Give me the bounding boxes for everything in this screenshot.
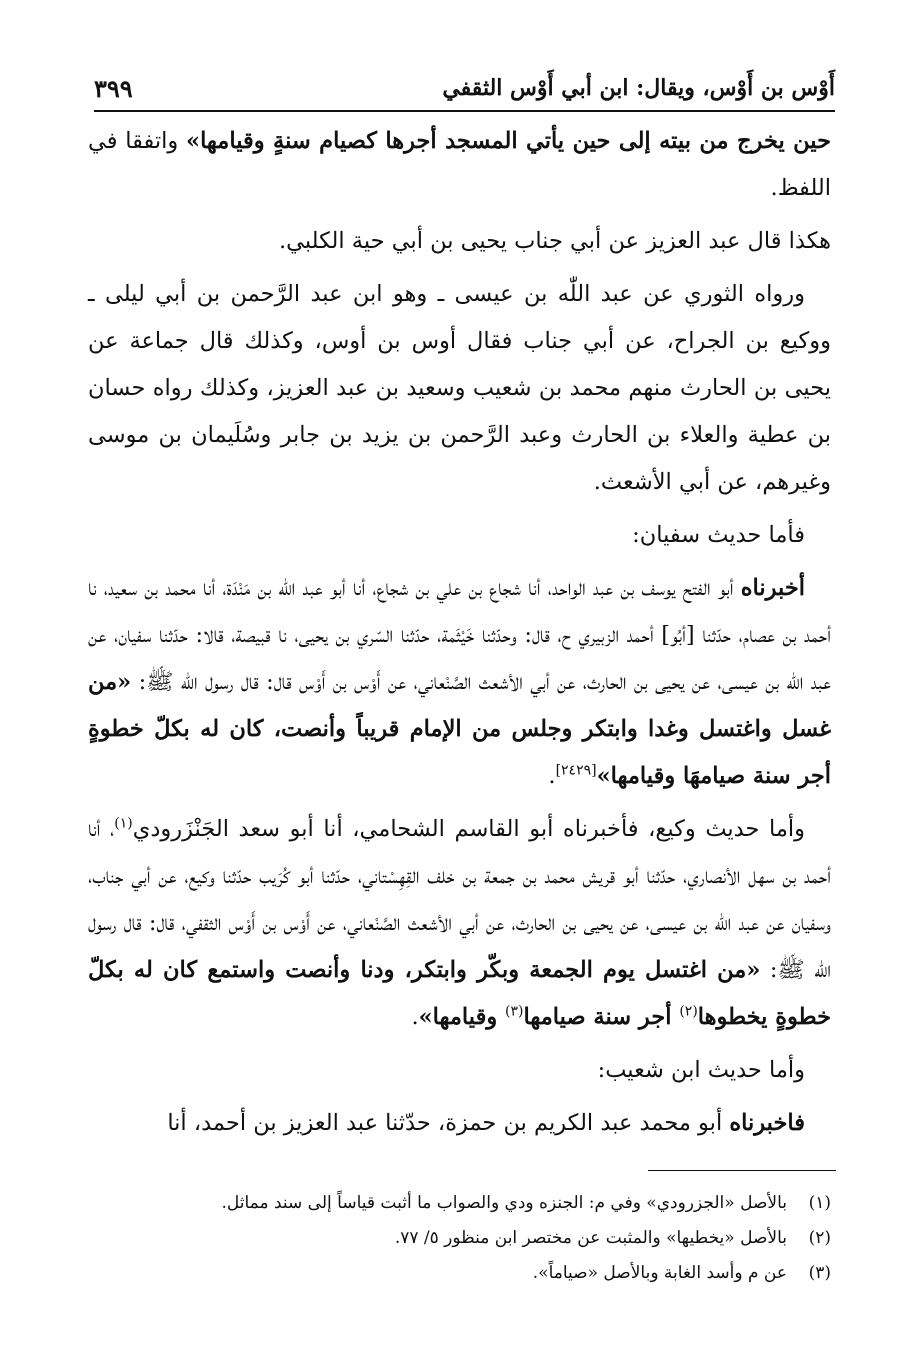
lead-word: أخبرناه (740, 575, 805, 601)
footnote-ref-1[interactable]: (١) (114, 815, 133, 832)
paragraph-5 (88, 565, 831, 800)
lead-word: فاخبرناه (729, 1110, 805, 1136)
footnote-mark: (٢) (808, 1228, 831, 1248)
paragraph-text: واتفقا في اللفظ. (88, 128, 831, 201)
hadith-quote: وقيامها» (418, 1004, 506, 1030)
hadith-quote: أجر سنة صيامها (523, 1004, 680, 1030)
hadith-number: [٢٤٢٩] (555, 762, 597, 779)
footnote-text: عن م وأسد الغابة وبالأصل «صياماً». (532, 1263, 787, 1283)
footnote-divider (648, 1170, 836, 1171)
isnad-text: أبو محمد عبد الكريم بن حمزة، حدّثنا عبد العزيز بن أحمد، أنا (167, 1110, 730, 1136)
hadith-quote: حين يخرج من بيته إلى حين يأتي المسجد أجرها كصيام سنةٍ وقيامها» (186, 128, 831, 154)
footnote-mark: (١) (808, 1193, 831, 1213)
paragraph-2: هكذا قال عبد العزيز عن أبي جناب يحيى بن أبي حية الكلبي. (278, 228, 831, 254)
footnotes (100, 1186, 831, 1291)
footnote-ref-2[interactable]: (٢) (679, 1003, 698, 1020)
section-heading-ibn-shuayb: وأما حديث ابن شعيب: (597, 1057, 805, 1083)
isnad-text: ، أنا أحمد بن سهل الأنصاري، حدّثنا أبو قريش محمد بن جمعة بن خلف القِهِسْتاني، حدّثنا أبو كُرَيب حدّثنا وكيع، عن أبي جناب، وسفيان عن عبد اللّٰه بن عيسى، عن يحيى بن الحارث، عن أبي الأشعث الصَّنْعاني، عن أَوْس بن أَوْس الثقفي، قال: قال رسول اللّٰه ﷺ: (88, 816, 832, 983)
paragraph-6 (88, 806, 831, 1041)
running-title: أَوْس بن أَوْس، ويقال: ابن أبي أَوْس الثقفي (442, 75, 835, 101)
main-text (88, 118, 831, 1153)
footnote-text: بالأصل «يخطيها» والمثبت عن مختصر ابن منظور ٥/ ٧٧. (394, 1228, 787, 1248)
paragraph-3: ورواه الثوري عن عبد اللّٰه بن عيسى ـ وهو ابن عبد الرَّحمن بن أبي ليلى ـ ووكيع بن الجراح، عن أبي جناب فقال أوس بن أوس، وكذلك قال جماعة عن يحيى بن الحارث منهم محمد بن شعيب وسعيد بن عبد العزيز، وكذلك رواه حسان بن عطية والعلاء بن الحارث وعبد الرَّحمن بن يزيد بن جابر وسُلَيمان بن موسى وغيرهم، عن أبي الأشعث. (88, 281, 831, 495)
footnote-3 (100, 1256, 831, 1291)
hadith-quote: «من غسل واغتسل وغدا وابتكر وجلس من الإمام قريباً وأنصت، كان له بكلّ خطوةٍ أجر سنة صيامهَا وقيامها» (88, 669, 831, 789)
paragraph-8 (88, 1100, 831, 1147)
section-heading-sufyan: فأما حديث سفيان: (632, 522, 805, 548)
full-stop: . (548, 763, 556, 789)
isnad-text: وأما حديث وكيع، فأخبرناه أبو القاسم الشحامي، أنا أبو سعد الجَنْزَرودي (132, 816, 805, 842)
full-stop: . (411, 1004, 419, 1030)
footnote-2 (100, 1221, 831, 1256)
page-header (94, 66, 835, 112)
footnote-text: بالأصل «الجزرودي» وفي م: الجنزه ودي والصواب ما أثبت قياساً إلى سند مماثل. (221, 1193, 787, 1213)
page-number: ٣٩٩ (94, 73, 133, 103)
paragraph-1 (88, 118, 831, 212)
hadith-quote: «من اغتسل يوم الجمعة وبكّر وابتكر، ودنا وأنصت واستمع كان له بكلّ خطوةٍ يخطوها (88, 957, 831, 1030)
footnote-1 (100, 1186, 831, 1221)
footnote-mark: (٣) (808, 1263, 831, 1283)
footnote-ref-3[interactable]: (٣) (505, 1003, 524, 1020)
isnad-text: أبو الفتح يوسف بن عبد الواحد، أنا شجاع بن علي بن شجاع، أنا أبو عبد اللّٰه بن مَنْدَة، أنا محمد بن سعيد، نا أحمد بن عصام، حدّثنا [أبُو] أحمد الزبيري ح، قال: وحدّثنا خَيْثَمة، حدّثنا السّري بن يحيى، نا قبيصة، قالا: حدّثنا سفيان، عن عبد اللّٰه بن عيسى، عن يحيى بن الحارث، عن أبي الأشعث الصَّنْعاني، عن أَوْس بن أَوْس قال: قال رسول اللّٰه ﷺ: (88, 575, 831, 695)
